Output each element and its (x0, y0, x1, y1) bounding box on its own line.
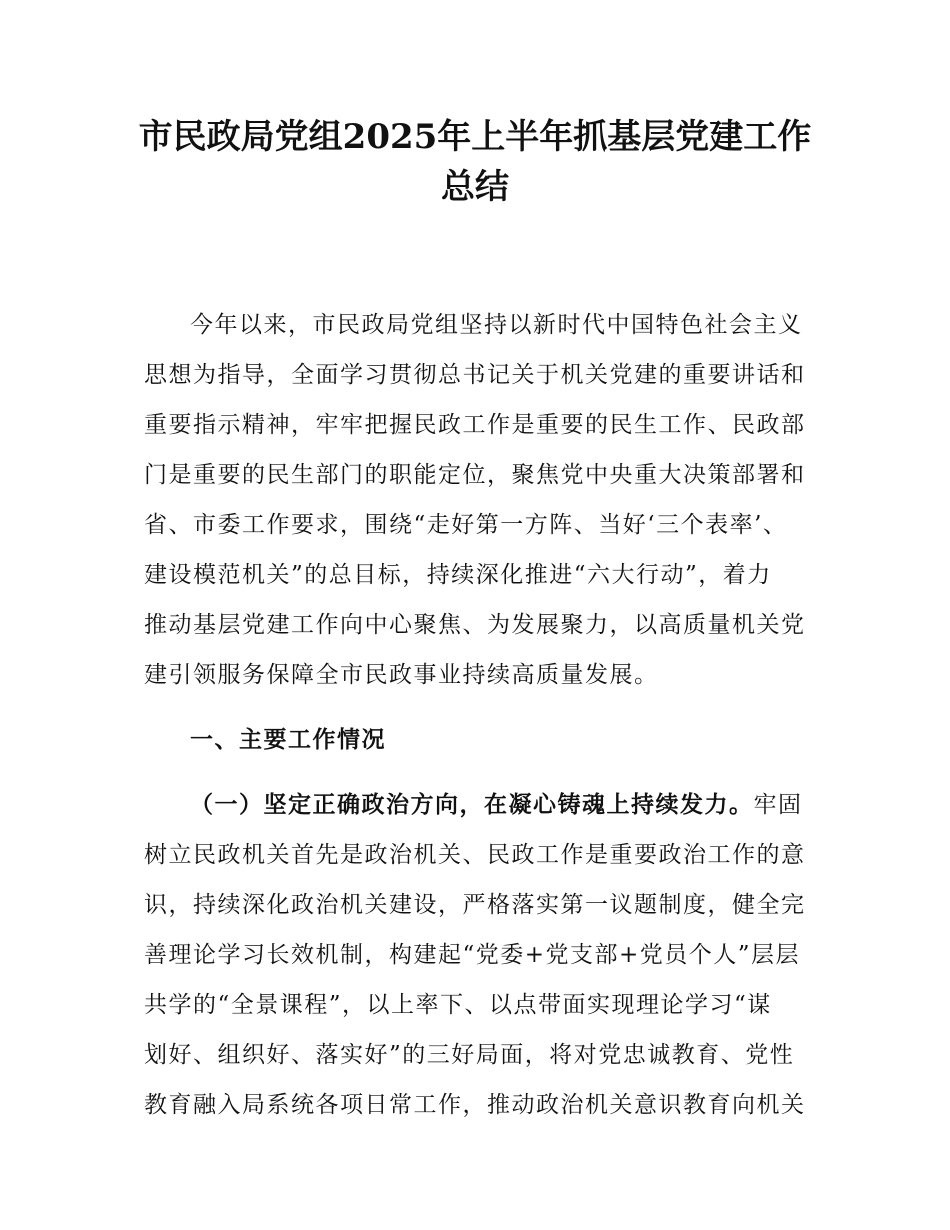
intro-line-1: 今年以来，市民政局党组坚持以新时代中国特色社会主义 (190, 312, 803, 338)
subsection-heading: （一）坚定正确政治方向，在凝心铸魂上持续发力。 (190, 792, 754, 818)
intro-line-2: 思想为指导，全面学习贯彻总书记关于机关党建的重要讲话和 (144, 362, 806, 388)
subsection-line-1-rest: 牢固 (753, 792, 803, 818)
intro-line-8: 建引领服务保障全市民政事业持续高质量发展。 (144, 662, 659, 688)
paragraph-gap (144, 765, 824, 780)
subsection-line-1 (144, 780, 824, 830)
intro-line-5: 省、市委工作要求，围绕“走好第一方阵、当好‘三个表率’、 (144, 512, 788, 538)
subsection-line-2: 树立民政机关首先是政治机关、民政工作是重要政治工作的意 (144, 842, 806, 868)
paragraph-gap (144, 700, 824, 715)
subsection-line-5: 共学的“全景课程”，以上率下、以点带面实现理论学习“谋 (144, 992, 772, 1018)
intro-line-7: 推动基层党建工作向中心聚焦、为发展聚力，以高质量机关党 (144, 612, 806, 638)
page-title (120, 112, 830, 212)
title-line-2: 总结 (441, 167, 509, 207)
section-heading: 一、主要工作情况 (190, 727, 386, 753)
intro-line-6: 建设模范机关”的总目标，持续深化推进“六大行动”，着力 (144, 562, 772, 588)
title-line-1: 市民政局党组2025年上半年抓基层党建工作 (138, 117, 812, 157)
subsection-line-3: 识，持续深化政治机关建设，严格落实第一议题制度，健全完 (144, 892, 806, 918)
subsection-line-7: 教育融入局系统各项日常工作，推动政治机关意识教育向机关 (144, 1092, 806, 1118)
subsection-line-4: 善理论学习长效机制，构建起“党委+党支部+党员个人”层层 (144, 942, 801, 968)
document-body (144, 300, 824, 1130)
intro-line-4: 门是重要的民生部门的职能定位，聚焦党中央重大决策部署和 (144, 462, 806, 488)
subsection-line-6: 划好、组织好、落实好”的三好局面，将对党忠诚教育、党性 (144, 1042, 795, 1068)
intro-line-3: 重要指示精神，牢牢把握民政工作是重要的民生工作、民政部 (144, 412, 806, 438)
